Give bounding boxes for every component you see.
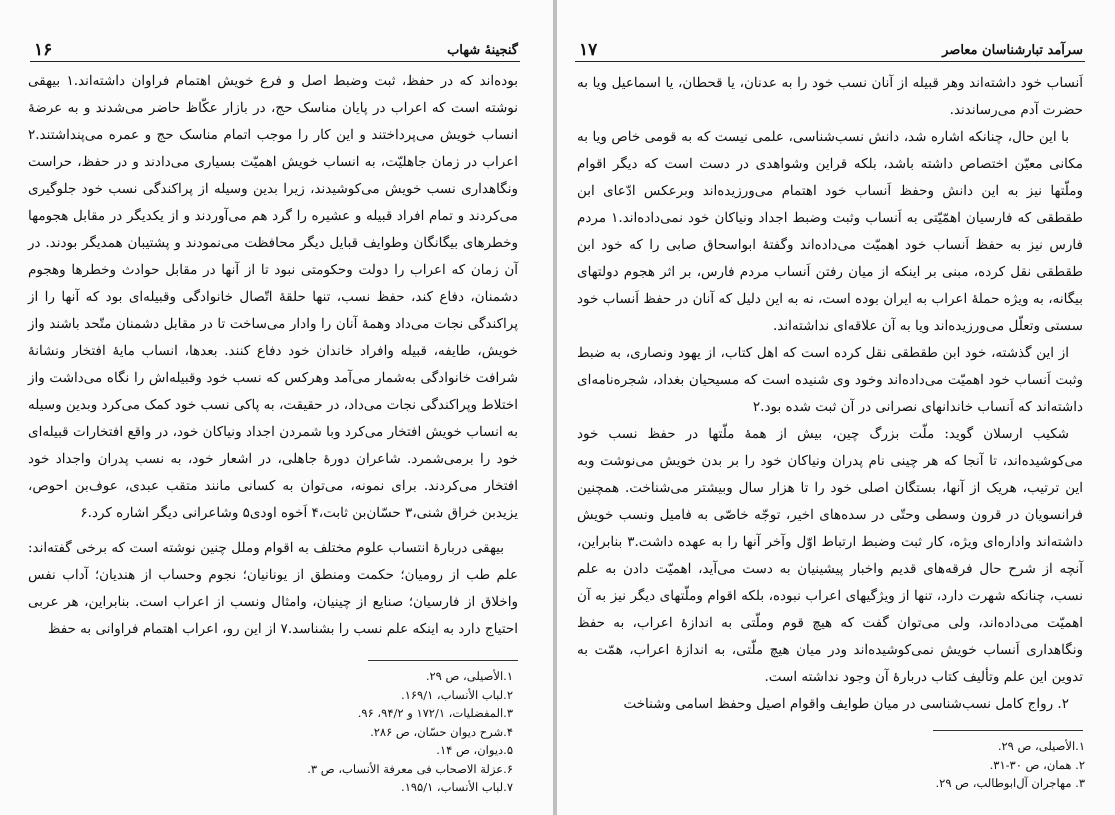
right-footnote-rule <box>933 730 1083 731</box>
right-paragraph-4: شکیب ارسلان گوید: ملّت بزرگ چین، بیش از همهٔ ملّتها در حفظ نسب خود می‌کوشیده‌اند، تا آنجا که هر چینی نام پدران ونیاکان خود را بر بدن خویش می‌نوشت وبه این ترتیب، هریک از آنها، بستگان اصلی خود را تا هزار سال وبیشتر می‌شناخت. همچنین فرانسویان در قرون وسطی وحتّی در سده‌های اخیر، توجّه خاصّی به فامیل ونسب خویش داشته‌اند واداره‌ای ویژه، کار ثبت وضبط ارتباط اوّل وآخر آنها را به عهده داشت.۳ بنابراین، آنچه از شرح حال فرقه‌های قدیم واخبار پیشینیان به دست می‌آید، اهمیّت دادن به علم نسب، چنانکه شهرت دارد، تنها از ویژگیهای اعراب نبوده، بلکه اقوام وملّتهای دیگر نیز به آن اهمیّت می‌داده‌اند، ولی می‌توان گفت که هیچ قوم وملّتی به اندازهٔ اعراب، به حفظ ونگاهداری اَنساب خویش نمی‌کوشیده‌اند ودر میان هیچ ملّتی، به اندازهٔ اعراب، همّت به تدوین این علم وتألیف کتاب دربارهٔ آن وجود نداشته است. <box>577 426 1083 685</box>
left-footnotes <box>43 667 513 797</box>
right-page-number: ۱۷ <box>579 40 598 60</box>
footnote: ۲. همان، ص ۳۰-۳۱. <box>989 757 1085 772</box>
footnote: ۳.المفضلیات، ۱۷۲/۱ و ۹۴/۲، ۹۶. <box>357 706 513 720</box>
right-body-text <box>577 70 1083 718</box>
footnote: ۱.الأصیلی، ص ۲۹. <box>997 739 1085 753</box>
footnote: ۴.شرح دیوان حسّان، ص ۲۸۶. <box>370 724 513 739</box>
right-page <box>557 0 1115 815</box>
footnote: ۲.لباب الأنساب، ۱۶۹/۱. <box>401 687 513 702</box>
left-paragraph-1: بوده‌اند که در حفظ، ثبت وضبط اصل و فرع خویش اهتمام فراوان داشته‌اند.۱ بیهقی نوشته است که اعراب در پایان مناسک حج، در بازار عکّاظ حاضر می‌شدند و به عرضهٔ انساب خویش می‌پرداختند و این کار را موجب اتمام مناسک حج و عمره می‌پنداشتند.۲ اعراب در زمان جاهلیّت، به انساب خویش اهمیّت بسیاری می‌دادند و در حفظ، حراست ونگاهداری نسب خویش می‌کوشیدند، زیرا بدین وسیله از پراکندگی نسب خود جلوگیری می‌کردند و تمام افراد قبیله و عشیره را گرد هم می‌آوردند و از یکدیگر در مقابل هجومها وخطرهای بیگانگان وطوایف قبایل دیگر محافظت می‌نمودند و پشتیبان همدیگر بودند. در آن زمان که اعراب را دولت وحکومتی نبود تا از آنها در مقابل حوادث وخطرها وهجوم دشمنان، دفاع کند، حفظ نسب، تنها حلقهٔ اتّصال خانوادگی وقبیله‌ای بود که آنها را از پراکندگی نجات می‌داد وهمهٔ آنان را وادار می‌ساخت تا در مقابل دشمنان متّحد باشند واز خویش، طایفه، قبیله وافراد خاندان خود دفاع کنند. بعدها، انساب مایهٔ افتخار ونشانهٔ شرافت خانوادگی به‌شمار می‌آمد وهرکس که نسب خود وقبیله‌اش را نگاه می‌داشت واز اختلاط وپراکندگی نجات می‌داد، در حقیقت، به پاکی نسب خود کمک می‌کرد وبدین وسیله به انساب خویش افتخار می‌کرد وبا شمردن اجداد ونیاکان خود، در واقع افتخارات قبیله‌ای خود را برمی‌شمرد. شاعران دورهٔ جاهلی، در اشعار خود، به نسب پدران واجداد خود افتخار می‌کردند. برای نمونه، می‌توان به کسانی مانند متقب عبدی، عوف‌بن احوص، یزیدبن خراق شنی،۳ حسّان‌بن ثابت،۴ اَخوه اودی۵ وشاعرانی دیگر اشاره کرد.۶ <box>28 73 518 521</box>
right-running-head: سرآمد تبارشناسان معاصر <box>942 43 1083 58</box>
left-page <box>0 0 553 815</box>
right-paragraph-2: با این حال، چنانکه اشاره شد، دانش نسب‌شناسی، علمی نیست که به قومی خاص ویا به مکانی معیّن اختصاص داشته باشد، بلکه قراین وشواهدی در دست است که دیگر اقوام وملّتها نیز به این دانش وحفظ اَنساب خود اهتمام می‌ورزیده‌اند وبرعکس ادّعای ابن طقطقی که فارسیان اهمّیّتی به اَنساب وثبت وضبط اجداد ونیاکان خود نمی‌داده‌اند.۱ مردم فارس نیز به حفظ اَنساب خود اهمیّت می‌داده‌اند وگفتهٔ ابواسحاق صابی را که خود ابن طقطقی نقل کرده، مبنی بر اینکه از میان رفتن اَنساب مردم فارس، بر اثر هجوم دولتهای بیگانه، به ویژه حملهٔ اعراب به ایران بوده است، نه به این دلیل که آنان در حفظ اَنساب خود سستی وتعلّل می‌ورزیده‌اند ویا به آن علاقه‌ای نداشته‌اند. <box>577 129 1084 334</box>
right-header-rule <box>575 61 1085 62</box>
footnote: ۷.لباب الأنساب، ۱۹۵/۱. <box>401 780 513 794</box>
right-paragraph-3: از این گذشته، خود ابن طقطقی نقل کرده است که اهل کتاب، از یهود ونصاری، به ضبط وثبت اَنساب خود اهمیّت می‌داده‌اند وخود وی شنیده است که مسیحیان بغداد، شجره‌نامه‌ای داشته‌اند که اَنساب خاندانهای نصرانی در آن ثبت شده بود.۲ <box>577 345 1083 415</box>
left-header-rule <box>30 61 520 62</box>
left-paragraph-2: بیهقی دربارهٔ انتساب علوم مختلف به اقوام وملل چنین نوشته است که برخی گفته‌اند: علم طب از رومیان؛ حکمت ومنطق از یونانیان؛ نجوم وحساب از هندیان؛ آداب نفس واخلاق از فارسیان؛ صنایع از چینیان، وامثال ونسب از اعراب است. بنابراین، هر عربی احتیاج دارد به اینکه علم نسب را بشناسد.۷ از این رو، اعراب اهتمام فراوانی به حفظ <box>28 540 518 637</box>
footnote: ۶.عزلة الاصحاب فی معرفة الأنساب، ص ۳. <box>307 761 513 776</box>
footnote: ۳. مهاجران آل‌ابوطالب، ص ۲۹. <box>935 776 1085 790</box>
right-section-heading: ۲. رواج کامل نسب‌شناسی در میان طوایف واقوام اصیل وحفظ اسامی وشناخت <box>623 696 1069 712</box>
left-body-text <box>28 68 518 643</box>
left-running-head: گنجینهٔ شهاب <box>447 43 518 58</box>
left-page-number: ۱۶ <box>34 40 53 60</box>
right-paragraph-1: اَنساب خود داشته‌اند وهر قبیله از آنان نسب خود را به عدنان، یا قحطان، یا اسماعیل ویا به حضرت آدم می‌رساندند. <box>577 75 1083 118</box>
right-footnotes <box>595 737 1085 793</box>
footnote: ۱.الأصیلی، ص ۲۹. <box>425 669 513 683</box>
left-footnote-rule <box>368 660 518 661</box>
right-page-header <box>575 40 1085 62</box>
left-page-header <box>30 40 520 62</box>
footnote: ۵.دیوان، ص ۱۴. <box>436 743 513 757</box>
